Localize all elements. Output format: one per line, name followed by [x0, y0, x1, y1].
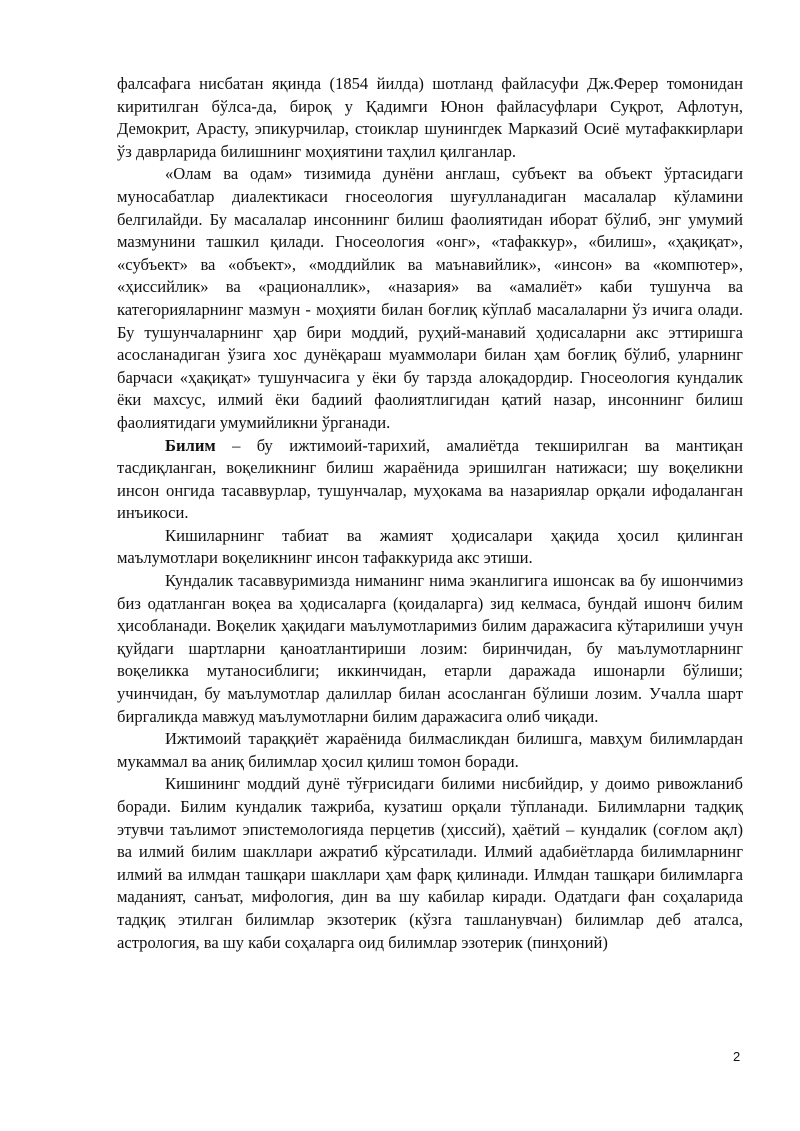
- paragraph-5: Кундалик тасаввуримизда ниманинг нима эканлигига ишонсак ва бу ишончимиз биз одатланган воқеа ва ҳодисаларга (қоидаларга) зид келмаса, бундай ишонч билим ҳисобланади. Воқелик ҳақидаги маълумотларимиз билим даражасига кўтарилиши учун қуйдаги шартларни қаноатлантириши лозим: биринчидан, бу маълумотларнинг воқеликка мутаносиблиги; иккинчидан, етарли даражада ишонарли бўлиши; учинчидан, бу маълумотлар далиллар билан асосланган бўлиши лозим. Учалла шарт биргаликда мавжуд маълумотларни билим даражасига олиб чиқади.: [117, 571, 743, 726]
- paragraph-4: Кишиларнинг табиат ва жамият ҳодисалари ҳақида ҳосил қилинган маълумотлари воқеликнинг инсон тафаккурида акс этиши.: [117, 525, 743, 568]
- paragraph-2: «Олам ва одам» тизимида дунёни англаш, субъект ва объект ўртасидаги муносабатлар диалектикаси гносеология шуғулланадиган масалалар кўламини белгилайди. Бу масалалар инсоннинг билиш фаолиятидан иборат бўлиб, энг умумий мазмунини ташкил қилади. Гносеология «онг», «тафаккур», «билиш», «ҳақиқат», «субъект» ва «объект», «моддийлик ва маънавийлик», «инсон» ва «компютер», «ҳиссийлик» ва «рационаллик», «назария» ва «амалиёт» каби тушунча ва категорияларнинг мазмун - моҳияти билан боғлиқ кўплаб масалаларни ўз ичига олади. Бу тушунчаларнинг ҳар бири моддий, руҳий-манавий ҳодисаларни акс эттиришга асосланадиган ўзига хос дунёқараш муаммолари билан ҳам боғлиқ бўлиб, уларнинг барчаси «ҳақиқат» тушунчасига у ёки бу тарзда алоқадордир. Гносеология кундалик ёки махсус, илмий ёки бадиий фаолиятлигидан қатий назар, инсоннинг билиш фаолиятидаги умумийликни ўрганади.: [117, 164, 743, 432]
- definition-text: – бу ижтимоий-тарихий, амалиётда текширилган ва мантиқан тасдиқланган, воқеликнинг билиш жараёнида эришилган натижаси; шу воқеликни инсон онгида тасаввурлар, тушунчалар, муҳокама ва назариялар орқали ифодаланган инъикоси.: [117, 435, 743, 523]
- paragraph-3-definition: [117, 435, 743, 525]
- paragraph-1: фалсафага нисбатан яқинда (1854 йилда) шотланд файласуфи Дж.Ферер томонидан киритилган бўлса-да, бироқ у Қадимги Юнон файласуфлари Суқрот, Афлотун, Демокрит, Арасту, эпикурчилар, стоиклар шунингдек Марказий Осиё мутафаккирлари ўз даврларида билишнинг моҳиятини таҳлил қилганлар.: [117, 74, 743, 161]
- page-number: 2: [733, 1049, 741, 1064]
- paragraph-6: Ижтимоий тараққиёт жараёнида билмасликдан билишга, мавҳум билимлардан мукаммал ва аниқ билимлар ҳосил қилиш томон боради.: [117, 729, 743, 771]
- defined-term: Билим: [165, 435, 216, 455]
- document-body: [117, 73, 743, 954]
- paragraph-7: Кишининг моддий дунё тўғрисидаги билими нисбийдир, у доимо ривожланиб боради. Билим кундалик тажриба, кузатиш орқали тўпланади. Билимларни тадқиқ этувчи таълимот эпистемологияда перцетив (ҳиссий), ҳаётий – кундалик (соғлом ақл) ва илмий билим шакллари ажратиб кўрсатилади. Илмий адабиётларда билимларнинг илмий ва илмдан ташқари шакллари ҳам фарқ қилинади. Илмдан ташқари билимларга маданият, санъат, мифология, дин ва шу кабилар киради. Одатдаги фан соҳаларида тадқиқ этилган билимлар экзотерик (кўзга ташланувчан) билимлар деб аталса, астрология, ва шу каби соҳаларга оид билимлар эзотерик (пинҳоний): [117, 774, 743, 952]
